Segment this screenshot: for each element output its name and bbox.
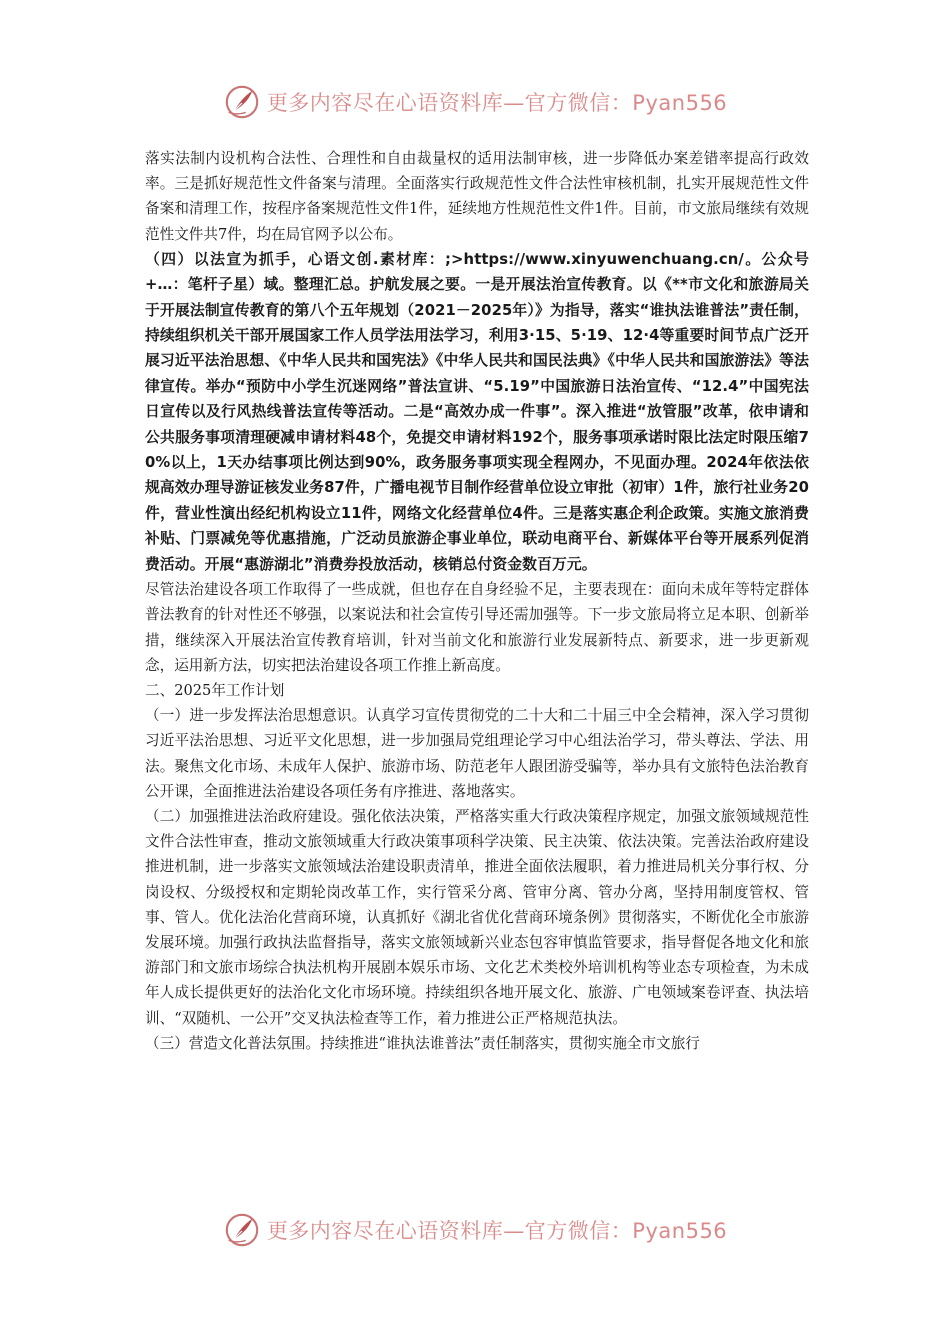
- section-heading: 二、2025年工作计划: [145, 681, 285, 699]
- paragraph: （一）进一步发挥法治思想意识。认真学习宣传贯彻党的二十大和二十届三中全会精神，深入学习贯彻习近平法治思想、习近平文化思想，进一步加强局党组理论学习中心组法治学习，带头尊法、学法、用法。聚焦文化市场、未成年人保护、旅游市场、防范老年人跟团游受骗等，举办具有文旅特色法治教育公开课，全面推进法治建设各项任务有序推进、落地落实。: [145, 707, 809, 800]
- paragraph: 尽管法治建设各项工作取得了一些成就，但也存在自身经验不足，主要表现在：面向未成年等特定群体普法教育的针对性还不够强，以案说法和社会宣传引导还需加强等。下一步文旅局将立足本职、创新举措，继续深入开展法治宣传教育培训，针对当前文化和旅游行业发展新特点、新要求，进一步更新观念，运用新方法，切实把法治建设各项工作推上新高度。: [145, 581, 809, 674]
- paragraph-bold: （四）以法宣为抓手，心语文创.素材库：;>https://www.xinyuwenchuang.cn/。公众号+…：笔杆子星）域。整理汇总。护航发展之要。一是开展法治宣传教育。以《**市文化和旅游局关于开展法制宣传教育的第八个五年规划（2021－2025年）》为指导，落实“谁执法谁普法”责任制，持续组织机关干部开展国家工作人员学法用法学习，利用3·15、5·19、12·4等重要时间节点广泛开展习近平法治思想、《中华人民共和国宪法》《中华人民共和国民法典》《中华人民共和国旅游法》等法律宣传。举办“预防中小学生沉迷网络”普法宣讲、“5.19”中国旅游日法治宣传、“12.4”中国宪法日宣传以及行风热线普法宣传等活动。二是“高效办成一件事”。深入推进“放管服”改革，依申请和公共服务事项清理硬减申请材料48个，免提交申请材料192个，服务事项承诺时限比法定时限压缩70%以上，1天办结事项比例达到90%，政务服务事项实现全程网办，不见面办理。2024年依法依规高效办理导游证核发业务87件，广播电视节目制作经营单位设立审批（初审）1件，旅行社业务20件，营业性演出经纪机构设立11件，网络文化经营单位4件。三是落实惠企利企政策。实施文旅消费补贴、门票减免等优惠措施，广泛动员旅游企事业单位，联动电商平台、新媒体平台等开展系列促消费活动。开展“惠游湖北”消费券投放活动，核销总付资金数百万元。: [145, 250, 809, 573]
- quill-pen-icon: [223, 83, 261, 121]
- footer-banner: [0, 1208, 950, 1252]
- footer-banner-text: 更多内容尽在心语资料库—官方微信：Pyan556: [266, 1219, 728, 1243]
- paragraph: （三）营造文化普法氛围。持续推进“谁执法谁普法”责任制落实，贯彻实施全市文旅行: [145, 1034, 700, 1052]
- header-banner: [0, 80, 950, 124]
- paragraph: （二）加强推进法治政府建设。强化依法决策，严格落实重大行政决策程序规定，加强文旅领域规范性文件合法性审查，推动文旅领域重大行政决策事项科学决策、民主决策、依法决策。完善法治政府建设推进机制，进一步落实文旅领域法治建设职责清单，推进全面依法履职，着力推进局机关分事行权、分岗设权、分级授权和定期轮岗改革工作，实行管采分离、管审分离、管办分离，坚持用制度管权、管事、管人。优化法治化营商环境，认真抓好《湖北省优化营商环境条例》贯彻落实，不断优化全市旅游发展环境。加强行政执法监督指导，落实文旅领域新兴业态包容审慎监管要求，指导督促各地文化和旅游部门和文旅市场综合执法机构开展剧本娱乐市场、文化艺术类校外培训机构等业态专项检查，为未成年人成长提供更好的法治化文化市场环境。持续组织各地开展文化、旅游、广电领域案卷评查、执法培训、“双随机、一公开”交叉执法检查等工作，着力推进公正严格规范执法。: [145, 807, 809, 1027]
- quill-pen-icon: [223, 1211, 261, 1249]
- paragraph: 落实法制内设机构合法性、合理性和自由裁量权的适用法制审核，进一步降低办案差错率提高行政效率。三是抓好规范性文件备案与清理。全面落实行政规范性文件合法性审核机制，扎实开展规范性文件备案和清理工作，按程序备案规范性文件1件，延续地方性规范性文件1件。目前，市文旅局继续有效规范性文件共7件，均在局官网予以公布。: [145, 150, 809, 243]
- header-banner-text: 更多内容尽在心语资料库—官方微信：Pyan556: [266, 91, 728, 115]
- document-body: [145, 146, 809, 1056]
